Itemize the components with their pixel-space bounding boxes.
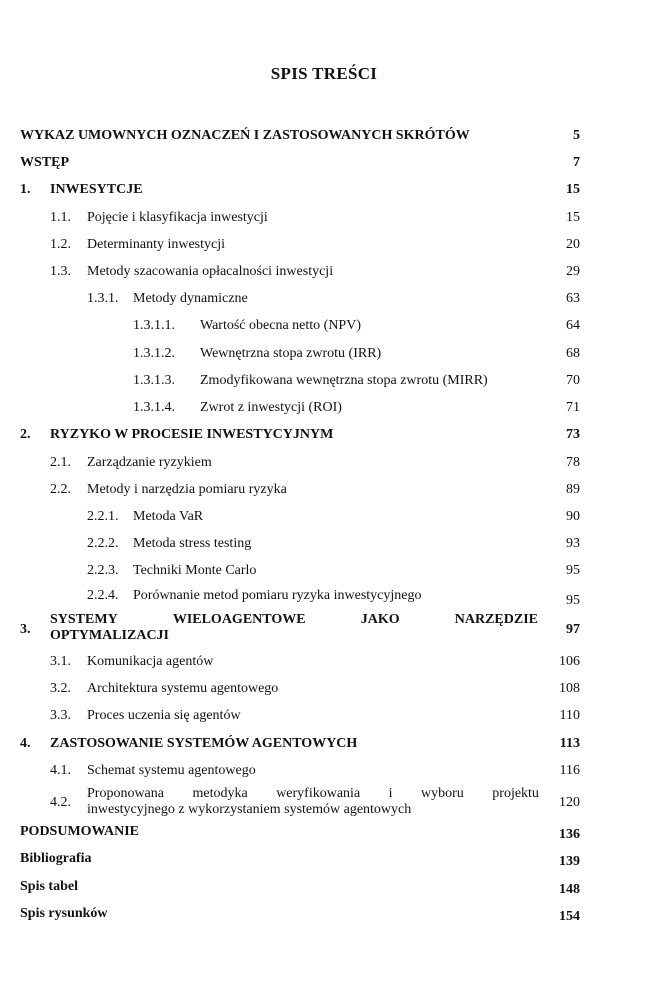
toc-entry-text: Zwrot z inwestycji (ROI) <box>200 400 342 415</box>
toc-entry-number: 3.3. <box>50 708 71 723</box>
toc-page-number: 93 <box>566 536 580 551</box>
toc-entry-text: Metody i narzędzia pomiaru ryzyka <box>87 482 287 497</box>
toc-page-number: 95 <box>566 593 580 608</box>
toc-page-number: 64 <box>566 318 580 333</box>
toc-chapter-3[interactable] <box>0 612 648 652</box>
toc-entry-number: 3. <box>20 622 31 637</box>
toc-entry-number: 4.2. <box>50 795 71 810</box>
toc-entry-text: Pojęcie i klasyfikacja inwestycji <box>87 210 268 225</box>
toc-entry-text: INWESYTCJE <box>50 182 143 197</box>
toc-entry-word: metodyka <box>192 786 248 801</box>
toc-page-number: 7 <box>573 155 580 170</box>
toc-entry-number: 1.3.1.2. <box>133 346 175 361</box>
toc-page-number: 15 <box>566 210 580 225</box>
toc-page-number: 73 <box>566 427 580 442</box>
toc-entry-number: 1.3.1.3. <box>133 373 175 388</box>
toc-page-number: 97 <box>566 622 580 637</box>
toc-entry-text: Metoda VaR <box>133 509 204 524</box>
toc-entry-number: 2.2. <box>50 482 71 497</box>
toc-entry-word: WIELOAGENTOWE <box>172 612 306 627</box>
toc-page-number: 106 <box>559 654 580 669</box>
toc-entry-number: 4. <box>20 736 31 751</box>
toc-page-number: 68 <box>566 346 580 361</box>
toc-entry-text: Wartość obecna netto (NPV) <box>200 318 361 333</box>
toc-page-number: 95 <box>566 563 580 578</box>
toc-entry-text: Metody szacowania opłacalności inwestycji <box>87 264 334 279</box>
toc-entry-number: 1.3.1.4. <box>133 400 175 415</box>
toc-page-number: 20 <box>566 237 580 252</box>
toc-entry-text-line2: inwestycyjnego z wykorzystaniem systemów agentowych <box>87 802 412 817</box>
toc-entry-text: Architektura systemu agentowego <box>87 681 279 696</box>
toc-entry-text: Zarządzanie ryzykiem <box>87 455 212 470</box>
toc-page-number: 5 <box>573 128 580 143</box>
toc-entry-number: 1.1. <box>50 210 71 225</box>
toc-entry-text: PODSUMOWANIE <box>20 824 140 839</box>
toc-entry-text: Spis rysunków <box>20 906 108 921</box>
toc-page-number: 148 <box>559 882 580 897</box>
toc-entry-text: Determinanty inwestycji <box>87 237 226 252</box>
toc-entry-number: 2.2.1. <box>87 509 119 524</box>
toc-entry-text: Proces uczenia się agentów <box>87 708 241 723</box>
toc-section-4-2[interactable] <box>0 786 648 820</box>
toc-entry-text-line2: OPTYMALIZACJI <box>50 628 170 643</box>
toc-entry-number: 3.1. <box>50 654 71 669</box>
toc-page-number: 108 <box>559 681 580 696</box>
toc-entry-text-line1 <box>87 786 539 802</box>
toc-entry-text: Techniki Monte Carlo <box>133 563 257 578</box>
toc-page-number: 70 <box>566 373 580 388</box>
toc-page-number: 154 <box>559 909 580 924</box>
toc-entry-number: 3.2. <box>50 681 71 696</box>
toc-entry-text: Spis tabel <box>20 879 78 894</box>
toc-page-number: 63 <box>566 291 580 306</box>
toc-entry-word: JAKO <box>360 612 400 627</box>
toc-entry-number: 1.3.1. <box>87 291 119 306</box>
toc-entry-text: Metody dynamiczne <box>133 291 248 306</box>
toc-entry-number: 1.3. <box>50 264 71 279</box>
toc-entry-word: weryfikowania <box>276 786 361 801</box>
toc-page-number: 71 <box>566 400 580 415</box>
toc-page-number: 120 <box>559 795 580 810</box>
toc-entry-number: 1.3.1.1. <box>133 318 175 333</box>
toc-entry-number: 2.2.3. <box>87 563 119 578</box>
toc-entry-text: WYKAZ UMOWNYCH OZNACZEŃ I ZASTOSOWANYCH SKRÓTÓW <box>20 128 470 143</box>
toc-entry-text: RYZYKO W PROCESIE INWESTYCYJNYM <box>50 427 334 442</box>
toc-entry-word: NARZĘDZIE <box>454 612 538 627</box>
toc-page-number: 29 <box>566 264 580 279</box>
toc-entry-number: 2. <box>20 427 31 442</box>
toc-entry-word: SYSTEMY <box>50 612 118 627</box>
toc-page-number: 15 <box>566 182 580 197</box>
toc-page-number: 116 <box>559 763 580 778</box>
toc-entry-word: projektu <box>492 786 539 801</box>
toc-page-number: 90 <box>566 509 580 524</box>
toc-page-number: 110 <box>559 708 580 723</box>
toc-entry-text: Schemat systemu agentowego <box>87 763 256 778</box>
toc-entry-number: 2.1. <box>50 455 71 470</box>
toc-entry-number: 2.2.2. <box>87 536 119 551</box>
toc-page-number: 78 <box>566 455 580 470</box>
toc-page-number: 113 <box>559 736 580 751</box>
toc-entry-word: Proponowana <box>87 786 164 801</box>
toc-entry-word: i <box>388 786 393 801</box>
toc-entry-text: ZASTOSOWANIE SYSTEMÓW AGENTOWYCH <box>50 736 358 751</box>
page-title: SPIS TREŚCI <box>270 64 378 83</box>
toc-page-number: 89 <box>566 482 580 497</box>
toc-entry-number: 2.2.4. <box>87 588 119 603</box>
toc-entry-number: 1. <box>20 182 31 197</box>
toc-entry-text: Zmodyfikowana wewnętrzna stopa zwrotu (MIRR) <box>200 373 488 388</box>
toc-entry-text: WSTĘP <box>20 155 70 170</box>
toc-page-number: 139 <box>559 854 580 869</box>
toc-entry-text: Bibliografia <box>20 851 92 866</box>
toc-page-number: 136 <box>559 827 580 842</box>
toc-entry-word: wyboru <box>421 786 464 801</box>
toc-entry-text: Porównanie metod pomiaru ryzyka inwestycyjnego <box>133 588 422 603</box>
toc-entry-text: Komunikacja agentów <box>87 654 214 669</box>
toc-entry-text-line1 <box>50 612 538 628</box>
toc-entry-text: Metoda stress testing <box>133 536 252 551</box>
toc-entry-text: Wewnętrzna stopa zwrotu (IRR) <box>200 346 382 361</box>
toc-entry-number: 1.2. <box>50 237 71 252</box>
toc-entry-number: 4.1. <box>50 763 71 778</box>
